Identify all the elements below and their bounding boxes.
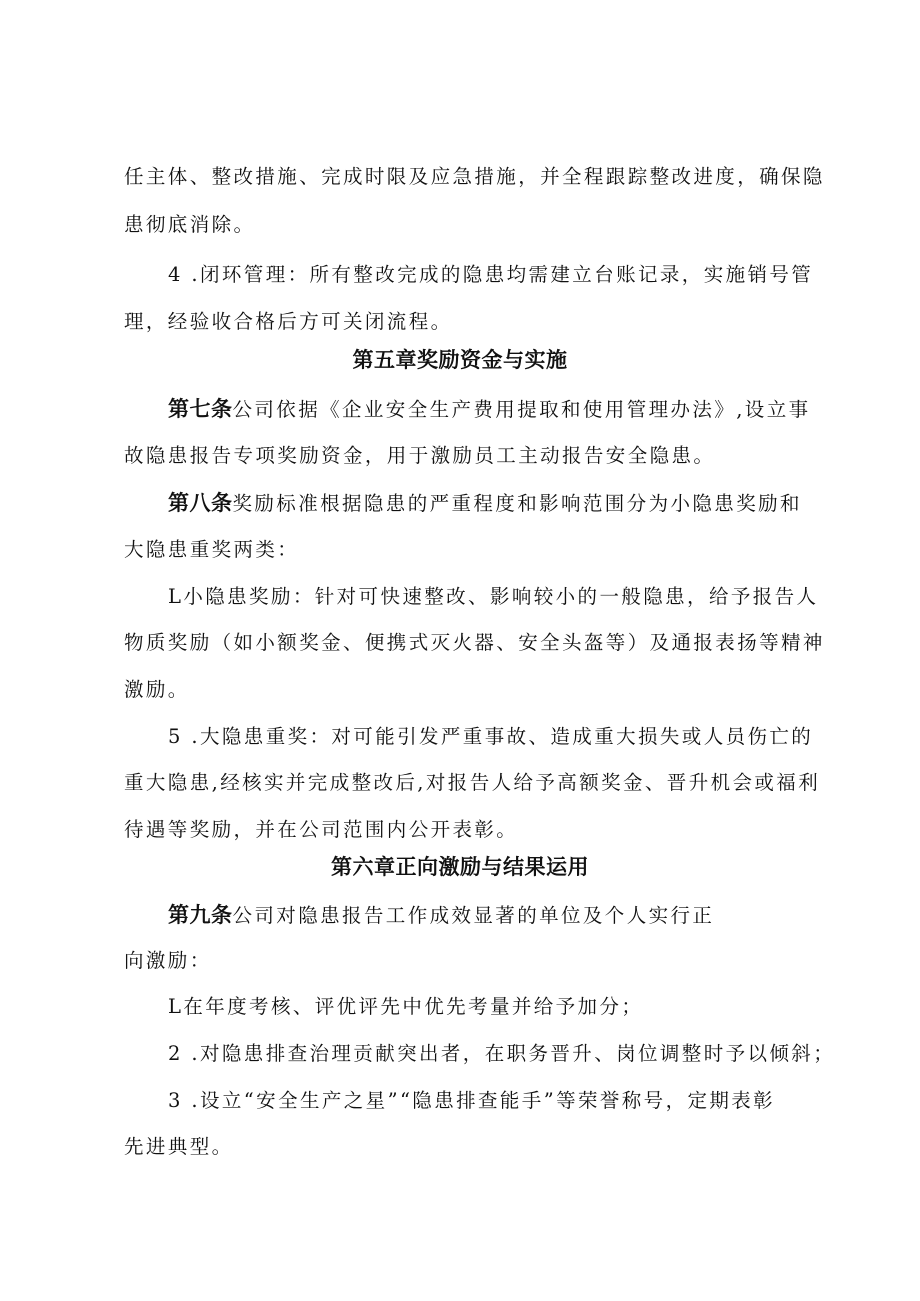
paragraph-line: 物质奖励（如小额奖金、便携式灭火器、安全头盔等）及通报表扬等精神 — [124, 631, 825, 654]
article-eight-text: 奖励标准根据隐患的严重程度和影响范围分为小隐患奖励和 — [232, 492, 802, 515]
paragraph-line: 故隐患报告专项奖励资金，用于激励员工主动报告安全隐患。 — [124, 444, 716, 467]
list-item-major-reward: 5 .大隐患重奖：对可能引发严重事故、造成重大损失或人员伤亡的 — [168, 725, 814, 748]
article-nine-text: 公司对隐患报告工作成效显著的单位及个人实行正 — [232, 904, 715, 927]
list-item-promotion: 2 .对隐患排查治理贡献突出者，在职务晋升、岗位调整时予以倾斜； — [168, 1042, 836, 1065]
paragraph-line: 患彻底消除。 — [124, 213, 256, 236]
paragraph-line: 向激励： — [124, 949, 212, 972]
article-seven-text: 公司依据《企业安全生产费用提取和使用管理办法》,设立事 — [232, 398, 811, 421]
article-nine — [168, 902, 714, 929]
article-nine-label: 第九条 — [168, 903, 233, 927]
article-eight — [168, 490, 802, 517]
article-eight-label: 第八条 — [168, 491, 233, 515]
list-item-annual-review: L在年度考核、评优评先中优先考量并给予加分； — [168, 995, 644, 1018]
paragraph-line: 重大隐患,经核实并完成整改后,对报告人给予高额奖金、晋升机会或福利 — [124, 771, 821, 794]
paragraph-line: 任主体、整改措施、完成时限及应急措施，并全程跟踪整改进度，确保隐 — [124, 165, 825, 188]
paragraph-line: 待遇等奖励，并在公司范围内公开表彰。 — [124, 818, 519, 841]
paragraph-line: 先进典型。 — [124, 1135, 234, 1158]
article-seven-label: 第七条 — [168, 397, 233, 421]
chapter-five-title: 第五章奖励资金与实施 — [352, 348, 568, 372]
list-item-minor-reward: L小隐患奖励：针对可快速整改、影响较小的一般隐患，给予报告人 — [168, 585, 819, 608]
chapter-six-title: 第六章正向激励与结果运用 — [331, 855, 589, 879]
list-item-honorary-titles: 3 .设立“安全生产之星”“隐患排查能手”等荣誉称号，定期表彰 — [168, 1089, 776, 1112]
paragraph-line: 大隐患重奖两类： — [124, 538, 300, 561]
article-seven — [168, 396, 811, 423]
list-item-closed-loop: 4 .闭环管理：所有整改完成的隐患均需建立台账记录，实施销号管 — [168, 263, 814, 286]
paragraph-line: 理，经验收合格后方可关闭流程。 — [124, 310, 453, 333]
paragraph-line: 激励。 — [124, 678, 190, 701]
